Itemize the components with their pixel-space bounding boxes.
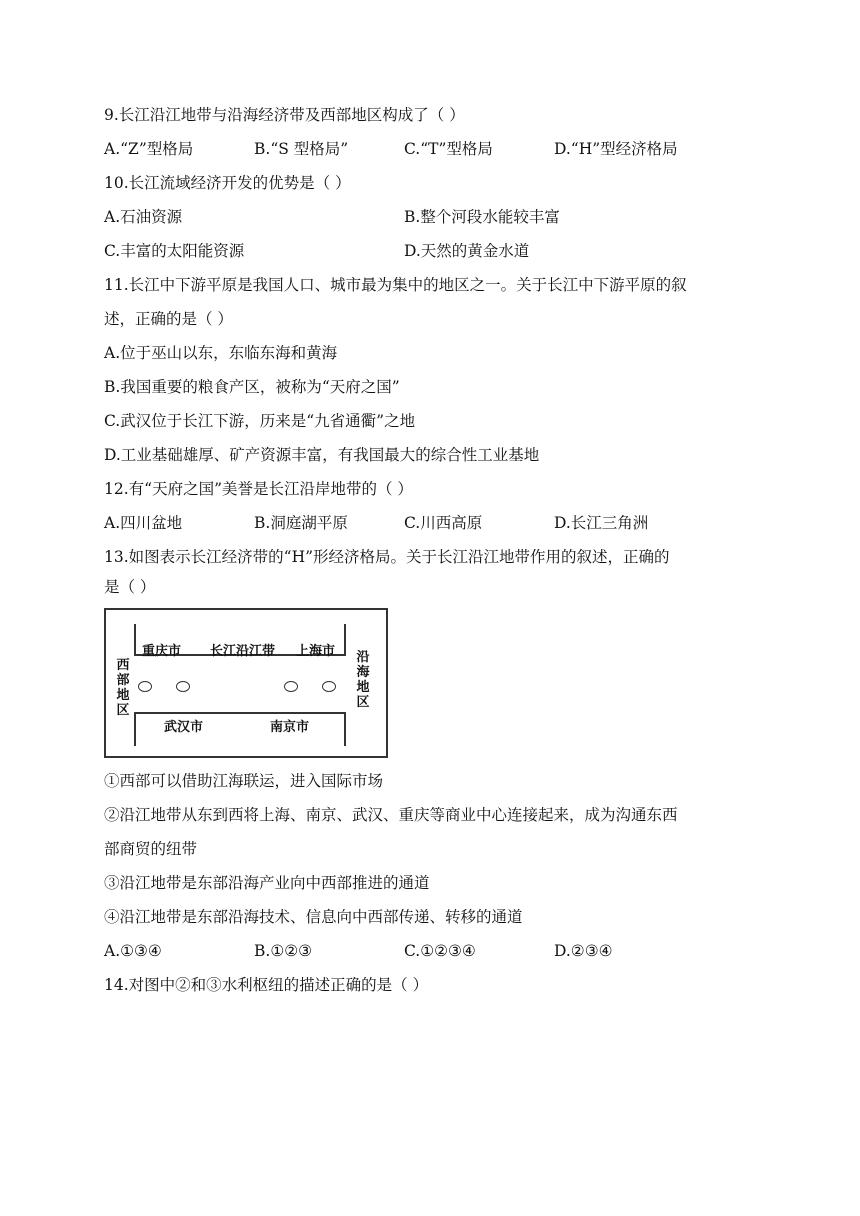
figure-label-belt: 长江沿江带: [210, 644, 276, 659]
q13-statement-4: ④沿江地带是东部沿海技术、信息向中西部传递、转移的通道: [104, 908, 523, 926]
q13-statement-2-cont: 部商贸的纽带: [104, 840, 198, 858]
q13-stem-line2: 是（ ）: [104, 578, 156, 596]
figure-label-coast: 沿海地区: [356, 650, 370, 710]
q10-option-c: C.丰富的太阳能资源: [104, 242, 245, 260]
q13-option-d: D.②③④: [554, 942, 613, 960]
figure-oval-3: [284, 681, 298, 692]
q9-option-a: A.“Z”型格局: [104, 140, 194, 158]
q13-option-b: B.①②③: [254, 942, 313, 960]
q13-statement-2: ②沿江地带从东到西将上海、南京、武汉、重庆等商业中心连接起来，成为沟通东西: [104, 806, 678, 824]
q10-option-a: A.石油资源: [104, 208, 183, 226]
h-pattern-figure: [104, 608, 388, 758]
q13-stem-line1: 13.如图表示长江经济带的“H”形经济格局。关于长江沿江地带作用的叙述，正确的: [104, 548, 670, 566]
q12-option-c: C.川西高原: [404, 514, 483, 532]
q11-stem-line2: 述，正确的是（ ）: [104, 310, 233, 328]
q10-option-b: B.整个河段水能较丰富: [404, 208, 560, 226]
q12-option-d: D.长江三角洲: [554, 514, 649, 532]
figure-label-chongqing: 重庆市: [142, 644, 182, 659]
q9-stem: 9.长江沿江地带与沿海经济带及西部地区构成了（ ）: [104, 106, 465, 124]
q13-option-a: A.①③④: [104, 942, 162, 960]
figure-label-wuhan: 武汉市: [164, 720, 204, 735]
q14-stem: 14.对图中②和③水利枢纽的描述正确的是（ ）: [104, 976, 429, 994]
figure-oval-4: [322, 681, 336, 692]
q11-option-d: D.工业基础雄厚、矿产资源丰富，有我国最大的综合性工业基地: [104, 446, 540, 464]
q10-option-d: D.天然的黄金水道: [404, 242, 530, 260]
q13-statement-1: ①西部可以借助江海联运，进入国际市场: [104, 772, 384, 790]
figure-label-west: 西部地区: [116, 658, 130, 718]
q11-stem-line1: 11.长江中下游平原是我国人口、城市最为集中的地区之一。关于长江中下游平原的叙: [104, 276, 687, 294]
q9-option-b: B.“S 型格局”: [254, 140, 349, 158]
q10-stem: 10.长江流域经济开发的优势是（ ）: [104, 174, 351, 192]
figure-label-nanjing: 南京市: [270, 720, 310, 735]
q11-option-b: B.我国重要的粮食产区，被称为“天府之国”: [104, 378, 400, 396]
figure-label-shanghai: 上海市: [296, 644, 336, 659]
q9-option-d: D.“H”型经济格局: [554, 140, 678, 158]
q13-statement-3: ③沿江地带是东部沿海产业向中西部推进的通道: [104, 874, 430, 892]
q9-option-c: C.“T”型格局: [404, 140, 493, 158]
q13-option-c: C.①②③④: [404, 942, 476, 960]
q12-stem: 12.有“天府之国”美誉是长江沿岸地带的（ ）: [104, 480, 413, 498]
q11-option-c: C.武汉位于长江下游，历来是“九省通衢”之地: [104, 412, 416, 430]
figure-oval-2: [176, 681, 190, 692]
q12-option-b: B.洞庭湖平原: [254, 514, 348, 532]
figure-oval-1: [138, 681, 152, 692]
q12-option-a: A.四川盆地: [104, 514, 183, 532]
q11-option-a: A.位于巫山以东，东临东海和黄海: [104, 344, 338, 362]
